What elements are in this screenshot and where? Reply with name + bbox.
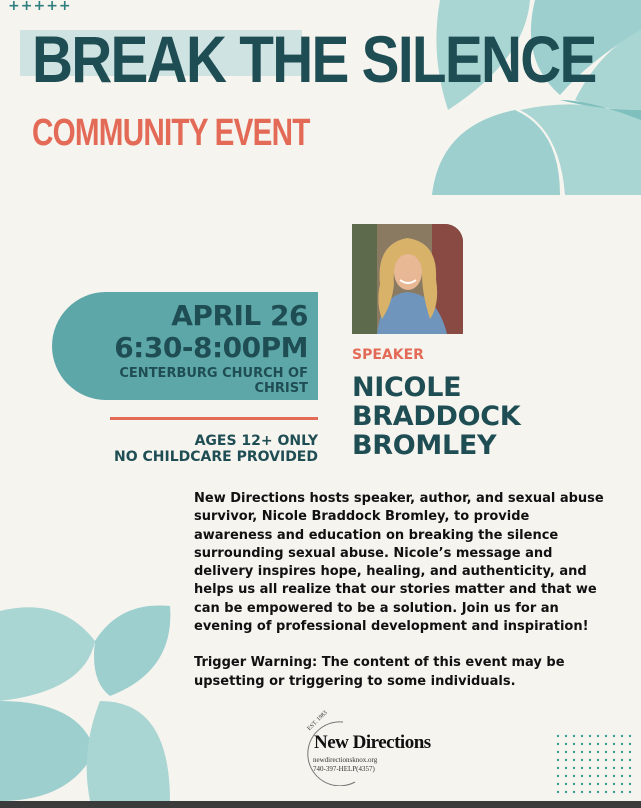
event-location-line2: CHRIST — [254, 381, 308, 396]
page-subtitle: COMMUNITY EVENT — [32, 112, 310, 154]
page-title: BREAK THE SILENCE — [32, 22, 596, 96]
page-edge — [0, 801, 641, 808]
speaker-photo — [352, 224, 463, 334]
trigger-warning: Trigger Warning: The content of this event may be upsetting or triggering to some individuals. — [194, 655, 565, 689]
event-location-line1: CENTERBURG CHURCH OF — [119, 366, 308, 381]
speaker-name — [352, 373, 520, 460]
logo-website: newdirectionsknox.org — [313, 756, 378, 764]
speaker-name-line2: BRADDOCK — [352, 401, 521, 432]
bottom-left-petal-decoration — [0, 601, 180, 801]
divider — [110, 417, 318, 420]
event-notes — [114, 433, 318, 465]
logo-name: New Directions — [314, 732, 431, 753]
event-date: APRIL 26 — [171, 299, 308, 332]
speaker-name-line3: BROMLEY — [352, 430, 497, 461]
childcare-note: NO CHILDCARE PROVIDED — [114, 449, 318, 465]
event-details — [114, 300, 308, 396]
speaker-name-line1: NICOLE — [352, 372, 462, 403]
event-description — [194, 490, 604, 709]
plus-pattern-decoration: +++++ — [8, 0, 72, 14]
event-time: 6:30-8:00PM — [114, 331, 308, 364]
logo-phone: 740-397-HELP(4357) — [313, 765, 375, 773]
dot-grid-decoration — [550, 730, 640, 800]
logo-established: EST. 1983 — [306, 709, 329, 733]
organization-logo — [303, 709, 483, 786]
speaker-label: SPEAKER — [352, 347, 424, 363]
description-paragraph: New Directions hosts speaker, author, and sexual abuse survivor, Nicole Braddock Bromley, to provide awareness and education on breaking the silence surrounding sexual abuse. Nicole’s message and delivery inspires hope, healing, and authenticity, and helps us all realize that our stories matter and that we can be empowered to be a solution. Join us for an evening of professional development and inspiration! — [194, 491, 604, 635]
age-requirement: AGES 12+ ONLY — [194, 433, 318, 449]
